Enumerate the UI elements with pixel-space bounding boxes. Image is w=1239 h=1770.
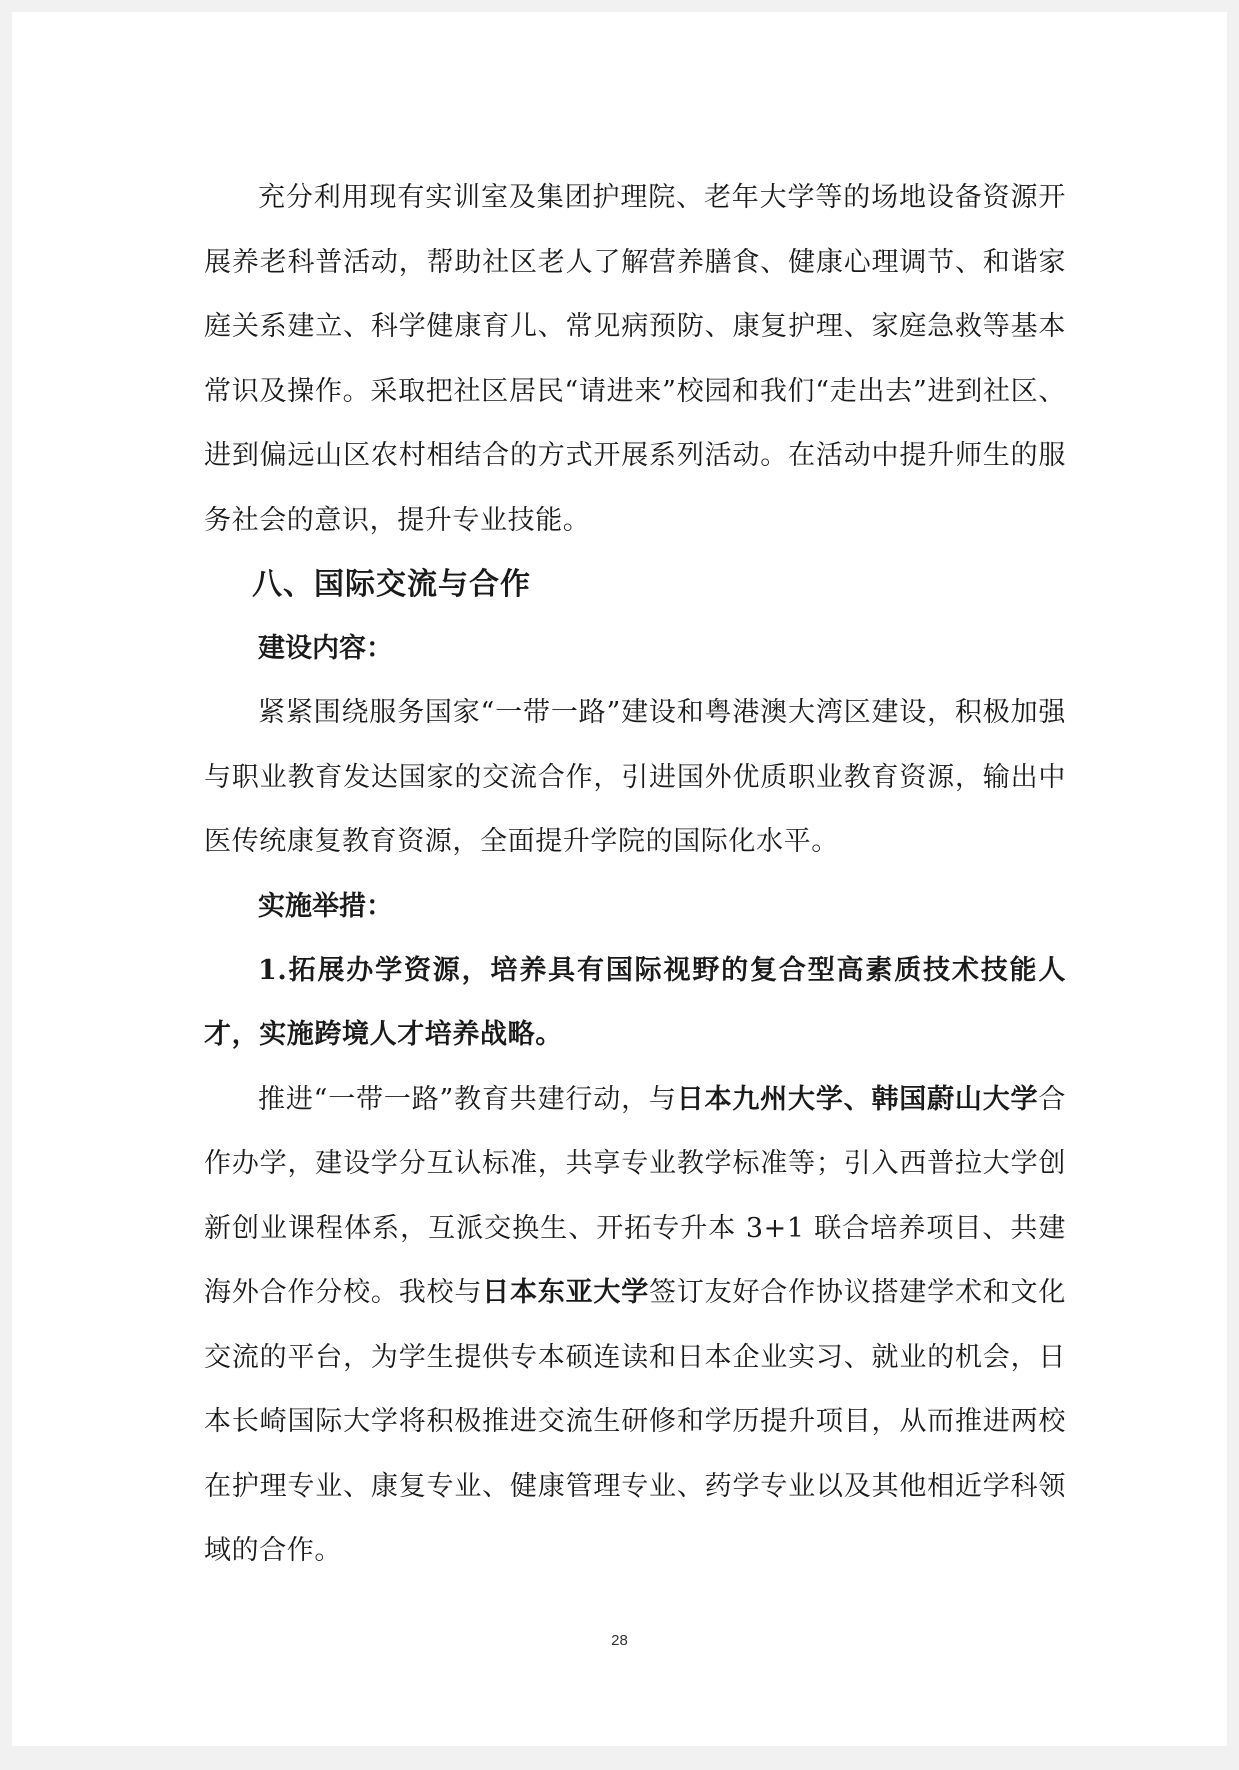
document-page bbox=[12, 12, 1227, 1746]
paragraph-community-activities: 充分利用现有实训室及集团护理院、老年大学等的场地设备资源开展养老科普活动，帮助社区老人了解营养膳食、健康心理调节、和谐家庭关系建立、科学健康育儿、常见病预防、康复护理、家庭急救等基本常识及操作。采取把社区居民“请进来”校园和我们“走出去”进到社区、进到偏远山区农村相结合的方式开展系列活动。在活动中提升师生的服务社会的意识，提升专业技能。 bbox=[204, 182, 1066, 536]
text-segment: 合作办学，建设学分互认标准，共享专业教学标准等；引入西普拉大学创新创业课程体系，互派交换生、开拓专升本 3+1 联合培养项目、共建海外合作分校。我校与 bbox=[204, 1083, 1066, 1308]
partner-universities-korea-japan: 日本九州大学、韩国蔚山大学 bbox=[676, 1083, 1039, 1115]
page-number: 28 bbox=[611, 1632, 628, 1649]
text-segment: 签订友好合作协议搭建学术和文化交流的平台，为学生提供专本硕连读和日本企业实习、就业的机会，日本长崎国际大学将积极推进交流生研修和学历提升项目，从而推进两校在护理专业、康复专业、健康管理专业、药学专业以及其他相近学科领域的合作。 bbox=[204, 1277, 1067, 1566]
paragraph-construction-content: 紧紧围绕服务国家“一带一路”建设和粤港澳大湾区建设，积极加强与职业教育发达国家的交流合作，引进国外优质职业教育资源，输出中医传统康复教育资源，全面提升学院的国际化水平。 bbox=[204, 697, 1066, 857]
measure-item-1: 1.拓展办学资源，培养具有国际视野的复合型高素质技术技能人才，实施跨境人才培养战略。 bbox=[204, 954, 1066, 1050]
page-content bbox=[204, 166, 1066, 1584]
measures-label: 实施举措： bbox=[258, 890, 393, 922]
partner-university-east-asia: 日本东亚大学 bbox=[482, 1277, 650, 1308]
text-segment: 推进“一带一路”教育共建行动，与 bbox=[258, 1083, 677, 1115]
section-heading: 八、国际交流与合作 bbox=[252, 567, 531, 602]
paragraph-cooperation-details bbox=[204, 1068, 1066, 1584]
construction-content-label: 建设内容： bbox=[258, 633, 393, 664]
